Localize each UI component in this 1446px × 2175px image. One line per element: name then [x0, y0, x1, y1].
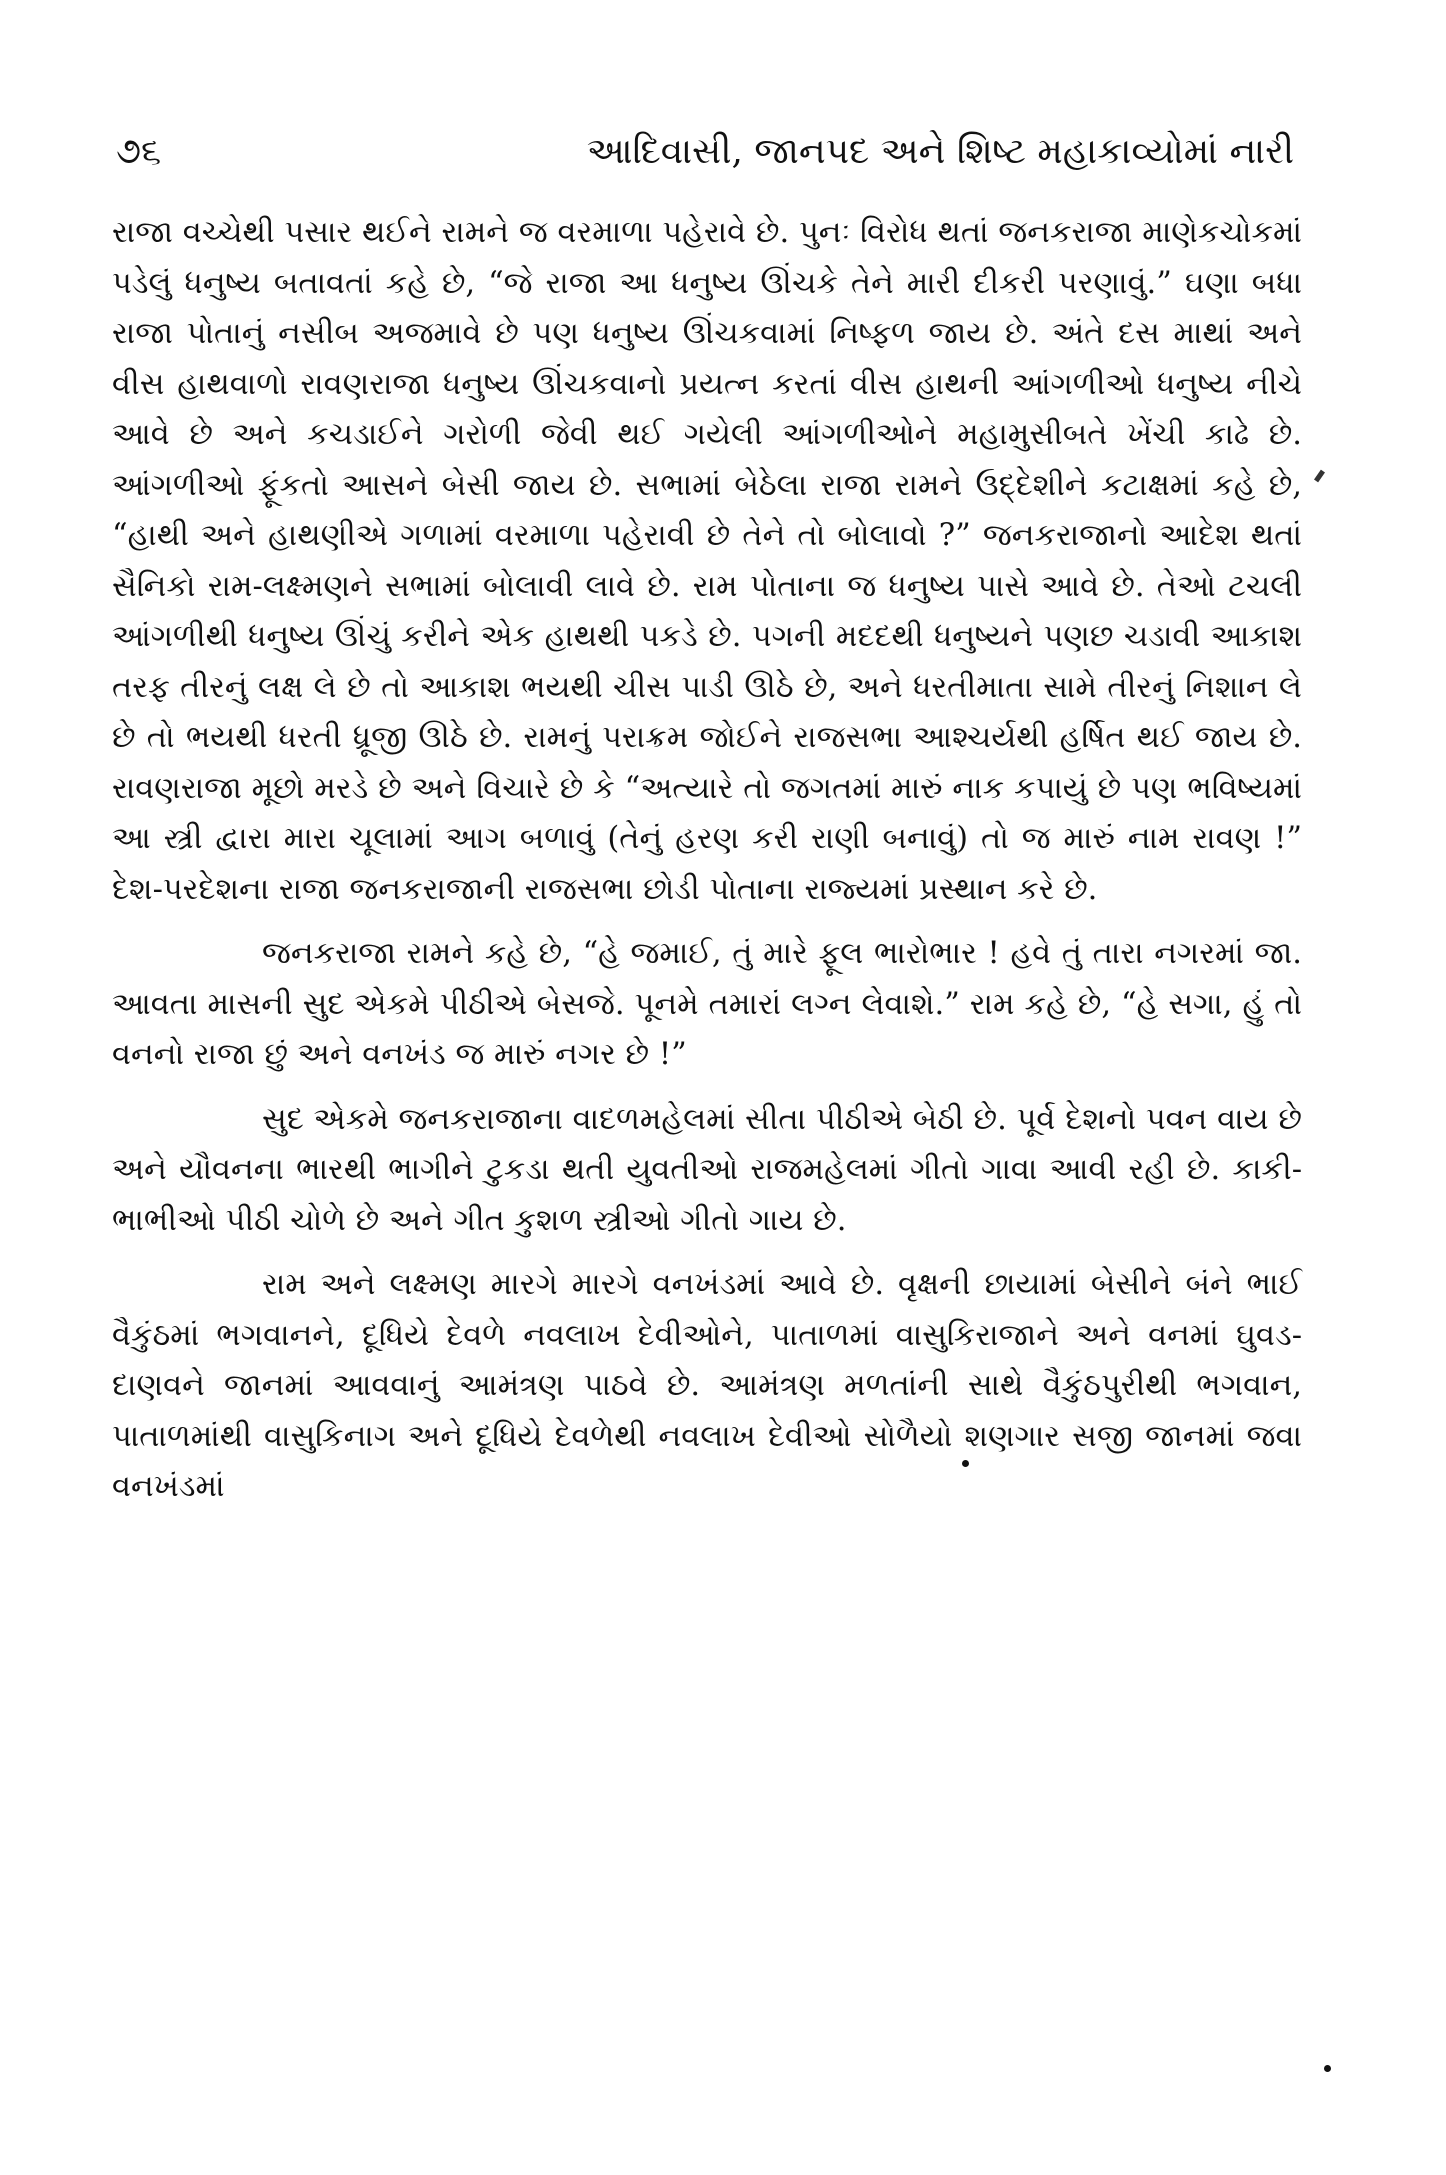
book-page — [112, 110, 1302, 1527]
page-number: ૭૬ — [116, 131, 162, 172]
body-text — [112, 208, 1302, 1513]
paragraph-3: સુદ એકમે જનકરાજાના વાદળમહેલમાં સીતા પીઠીએ બેઠી છે. પૂર્વ દેશનો પવન વાય છે અને યૌવનના ભારથી ભાગીને ટુકડા થતી યુવતીઓ રાજમહેલમાં ગીતો ગાવા આવી રહી છે. કાકી-ભાભીઓ પીઠી ચોળે છે અને ગીત કુશળ સ્ત્રીઓ ગીતો ગાય છે. — [112, 1101, 1302, 1238]
ink-dot — [1324, 2065, 1331, 2072]
paragraph-2: જનકરાજા રામને કહે છે, “હે જમાઈ, તું મારે ફૂલ ભારોભાર ! હવે તું તારા નગરમાં જા. આવતા માસની સુદ એકમે પીઠીએ બેસજે. પૂનમે તમારાં લગ્ન લેવાશે.” રામ કહે છે, “હે સગા, હું તો વનનો રાજા છું અને વનખંડ જ મારું નગર છે !” — [112, 936, 1302, 1072]
margin-mark — [1314, 470, 1325, 483]
paragraph-4: રામ અને લક્ષ્મણ મારગે મારગે વનખંડમાં આવે છે. વૃક્ષની છાયામાં બેસીને બંને ભાઈ વૈકુંઠમાં ભગવાનને, દૂધિયે દેવળે નવલાખ દેવીઓને, પાતાળમાં વાસુકિરાજાને અને વનમાં ઘુવડ-દાણવને જાનમાં આવવાનું આમંત્રણ પાઠવે છે. આમંત્રણ મળતાંની સાથે વૈકુંઠપુરીથી ભગવાન, પાતાળમાંથી વાસુકિનાગ અને દૂધિયે દેવળેથી નવલાખ દેવીઓ સોળૈયો શણગાર સજી જાનમાં જવા વનખંડમાં — [112, 1267, 1302, 1504]
ink-dot — [962, 1460, 969, 1467]
running-title: આદિવાસી, જાનપદ અને શિષ્ટ મહાકાવ્યોમાં નારી — [586, 131, 1294, 172]
paragraph-1: રાજા વચ્ચેથી પસાર થઈને રામને જ વરમાળા પહેરાવે છે. પુનઃ વિરોધ થતાં જનકરાજા માણેકચોકમાં પડેલું ધનુષ્ય બતાવતાં કહે છે, “જે રાજા આ ધનુષ્ય ઊંચકે તેને મારી દીકરી પરણાવું.” ઘણા બધા રાજા પોતાનું નસીબ અજમાવે છે પણ ધનુષ્ય ઊંચકવામાં નિષ્ફળ જાય છે. અંતે દસ માથાં અને વીસ હાથવાળો રાવણરાજા ધનુષ્ય ઊંચકવાનો પ્રયત્ન કરતાં વીસ હાથની આંગળીઓ ધનુષ્ય નીચે આવે છે અને કચડાઈને ગરોળી જેવી થઈ ગયેલી આંગળીઓને મહામુસીબતે ખેંચી કાઢે છે. આંગળીઓ ફૂંકતો આસને બેસી જાય છે. સભામાં બેઠેલા રાજા રામને ઉદ્દેશીને કટાક્ષમાં કહે છે, “હાથી અને હાથણીએ ગળામાં વરમાળા પહેરાવી છે તેને તો બોલાવો ?” જનકરાજાનો આદેશ થતાં સૈનિકો રામ-લક્ષ્મણને સભામાં બોલાવી લાવે છે. રામ પોતાના જ ધનુષ્ય પાસે આવે છે. તેઓ ટચલી આંગળીથી ધનુષ્ય ઊંચું કરીને એક હાથથી પકડે છે. પગની મદદથી ધનુષ્યને પણછ ચડાવી આકાશ તરફ તીરનું લક્ષ લે છે તો આકાશ ભયથી ચીસ પાડી ઊઠે છે, અને ધરતીમાતા સામે તીરનું નિશાન લે છે તો ભયથી ધરતી ધ્રૂજી ઊઠે છે. રામનું પરાક્રમ જોઈને રાજસભા આશ્ચર્યથી હર્ષિત થઈ જાય છે. રાવણરાજા મૂછો મરડે છે અને વિચારે છે કે “અત્યારે તો જગતમાં મારું નાક કપાયું છે પણ ભવિષ્યમાં આ સ્ત્રી દ્વારા મારા ચૂલામાં આગ બળાવું (તેનું હરણ કરી રાણી બનાવું) તો જ મારું નામ રાવણ !” દેશ-પરદેશના રાજા જનકરાજાની રાજસભા છોડી પોતાના રાજ્યમાં પ્રસ્થાન કરે છે. — [112, 215, 1302, 907]
page-header — [112, 110, 1302, 180]
